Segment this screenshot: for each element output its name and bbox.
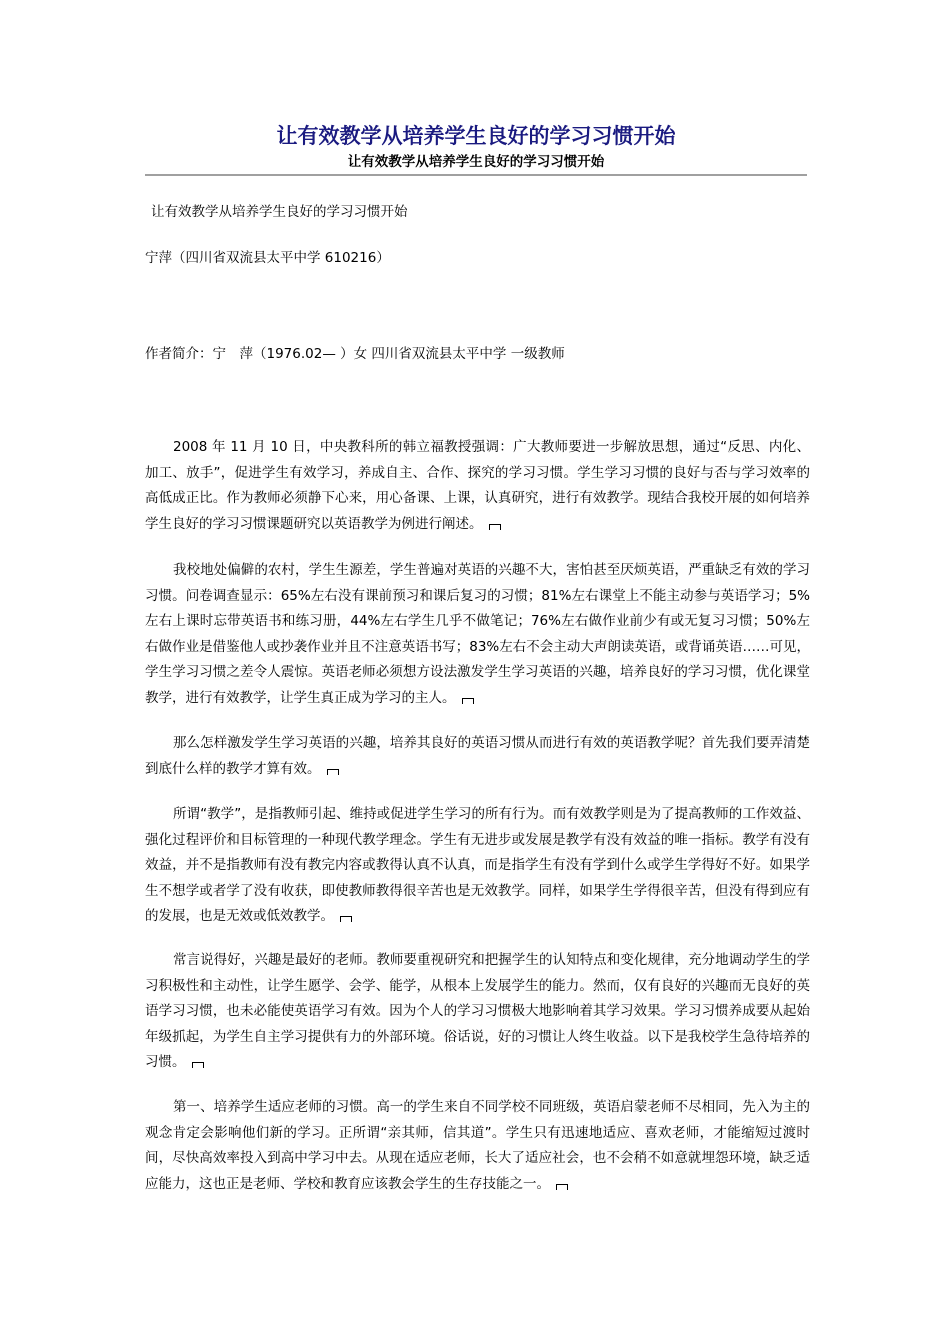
paragraph-4	[145, 802, 810, 930]
paragraph-end-mark	[327, 769, 339, 775]
paragraph-2	[145, 558, 810, 712]
document-title: 让有效教学从培养学生良好的学习习惯开始	[276, 124, 676, 148]
paragraph-text: 那么怎样激发学生学习英语的兴趣，培养其良好的英语习惯从而进行有效的英语教学呢？首先我们要弄清楚到底什么样的教学才算有效。	[145, 735, 810, 777]
paragraph-1	[145, 435, 810, 537]
author-bio-line: 作者简介：宁 萍（1976.02— ）女 四川省双流县太平中学 一级教师	[145, 346, 565, 362]
title-divider	[145, 174, 807, 176]
paragraph-end-mark	[556, 1184, 568, 1190]
paragraph-text: 第一、培养学生适应老师的习惯。高一的学生来自不同学校不同班级，英语启蒙老师不尽相同，先入为主的观念肯定会影响他们新的学习。正所谓“亲其师，信其道”。学生只有迅速地适应、喜欢老师，才能缩短过渡时间，尽快高效率投入到高中学习中去。从现在适应老师，长大了适应社会，也不会稍不如意就埋怨环境，缺乏适应能力，这也正是老师、学校和教育应该教会学生的生存技能之一。	[145, 1099, 810, 1192]
paragraph-6	[145, 1095, 810, 1197]
paragraph-text: 2008 年 11 月 10 日，中央教科所的韩立福教授强调：广大教师要进一步解放思想，通过“反思、内化、加工、放手”，促进学生有效学习，养成自主、合作、探究的学习习惯。学生学习习惯的良好与否与学习效率的高低成正比。作为教师必须静下心来，用心备课、上课，认真研究，进行有效教学。现结合我校开展的如何培养学生良好的学习习惯课题研究以英语教学为例进行阐述。	[145, 439, 810, 532]
paragraph-text: 我校地处偏僻的农村，学生生源差，学生普遍对英语的兴趣不大，害怕甚至厌烦英语，严重缺乏有效的学习习惯。问卷调查显示：65%左右没有课前预习和课后复习的习惯；81%左右课堂上不能主动参与英语学习；5%左右上课时忘带英语书和练习册，44%左右学生几乎不做笔记；76%左右做作业前少有或无复习习惯；50%左右做作业是借鉴他人或抄袭作业并且不注意英语书写；83%左右不会主动大声朗读英语，或背诵英语……可见，学生学习习惯之差令人震惊。英语老师必须想方设法激发学生学习英语的兴趣，培养良好的学习习惯，优化课堂教学，进行有效教学，让学生真正成为学习的主人。	[145, 562, 810, 706]
paragraph-3	[145, 731, 810, 782]
paragraph-end-mark	[489, 524, 501, 530]
paragraph-end-mark	[340, 916, 352, 922]
paragraph-text: 常言说得好，兴趣是最好的老师。教师要重视研究和把握学生的认知特点和变化规律，充分地调动学生的学习积极性和主动性，让学生愿学、会学、能学，从根本上发展学生的能力。然而，仅有良好的兴趣而无良好的英语学习习惯，也未必能使英语学习有效。因为个人的学习习惯极大地影响着其学习效果。学习习惯养成要从起始年级抓起，为学生自主学习提供有力的外部环境。俗话说，好的习惯让人终生收益。以下是我校学生急待培养的习惯。	[145, 952, 810, 1071]
paragraph-end-mark	[192, 1062, 204, 1068]
author-line: 宁萍（四川省双流县太平中学 610216）	[145, 250, 390, 266]
paragraph-5	[145, 948, 810, 1076]
article-title-line: 让有效教学从培养学生良好的学习习惯开始	[151, 204, 408, 220]
paragraph-end-mark	[462, 698, 474, 704]
paragraph-text: 所谓“教学”，是指教师引起、维持或促进学生学习的所有行为。而有效教学则是为了提高教师的工作效益、强化过程评价和目标管理的一种现代教学理念。学生有无进步或发展是教学有没有效益的唯一指标。教学有没有效益，并不是指教师有没有教完内容或教得认真不认真，而是指学生有没有学到什么或学生学得好不好。如果学生不想学或者学了没有收获，即使教师教得很辛苦也是无效教学。同样，如果学生学得很辛苦，但没有得到应有的发展，也是无效或低效教学。	[145, 806, 810, 925]
document-subtitle: 让有效教学从培养学生良好的学习习惯开始	[347, 154, 605, 170]
